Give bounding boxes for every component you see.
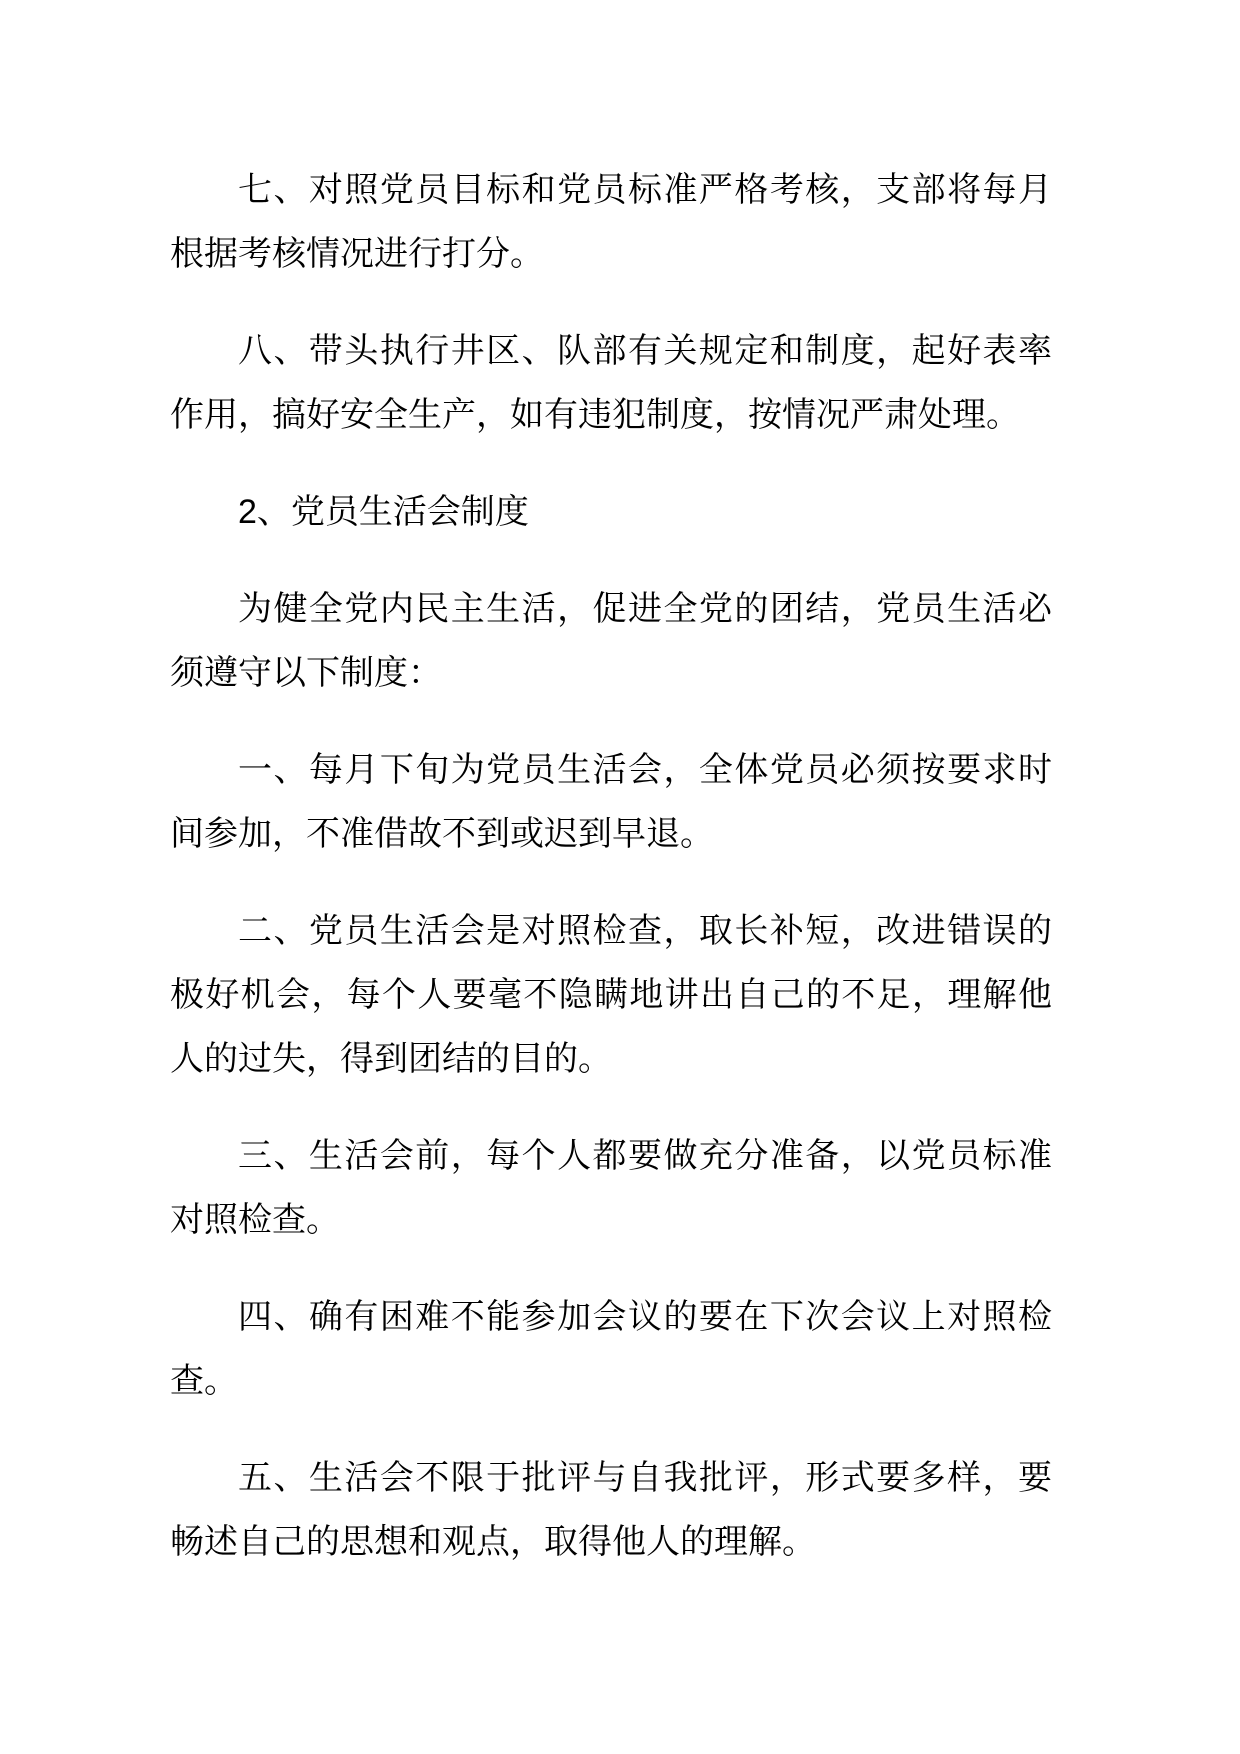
paragraph-rule-3: 三、生活会前，每个人都要做充分准备，以党员标准对照检查。 xyxy=(170,1137,1052,1239)
paragraph-rule-5: 五、生活会不限于批评与自我批评，形式要多样，要畅述自己的思想和观点，取得他人的理解。 xyxy=(170,1459,1052,1561)
paragraph-intro: 为健全党内民主生活，促进全党的团结，党员生活必须遵守以下制度： xyxy=(170,590,1052,692)
paragraph-rule-1: 一、每月下旬为党员生活会，全体党员必须按要求时间参加，不准借故不到或迟到早退。 xyxy=(170,751,1052,853)
paragraph-rule-2: 二、党员生活会是对照检查，取长补短，改进错误的极好机会，每个人要毫不隐瞒地讲出自己的不足，理解他人的过失，得到团结的目的。 xyxy=(170,912,1052,1078)
paragraph-clause-7: 七、对照党员目标和党员标准严格考核，支部将每月根据考核情况进行打分。 xyxy=(170,171,1052,273)
document-body xyxy=(170,158,1052,1607)
paragraph-rule-4: 四、确有困难不能参加会议的要在下次会议上对照检查。 xyxy=(170,1298,1052,1400)
section-heading-2: 2、党员生活会制度 xyxy=(238,493,529,531)
paragraph-clause-8: 八、带头执行井区、队部有关规定和制度，起好表率作用，搞好安全生产，如有违犯制度，按情况严肃处理。 xyxy=(170,332,1052,434)
